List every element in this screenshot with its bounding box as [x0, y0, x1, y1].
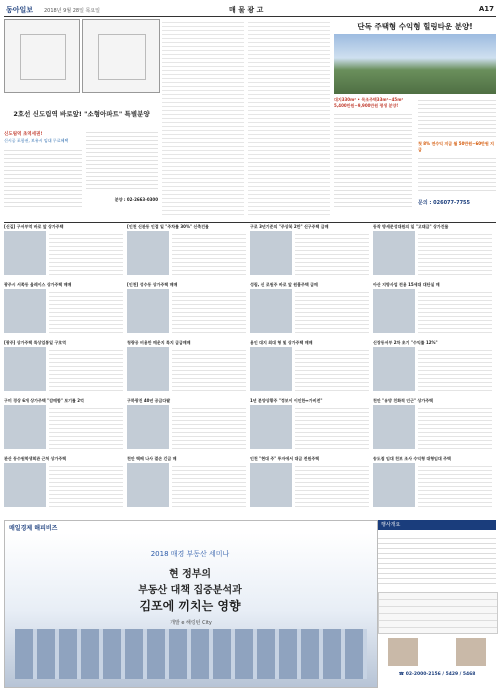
listing-description — [172, 405, 246, 449]
seminar-year: 2018 매경 부동산 세미나 — [150, 550, 230, 558]
ad-apartment-body — [4, 147, 82, 207]
listing-description — [295, 405, 369, 449]
listing-photo — [373, 231, 415, 275]
listing-column-a — [162, 19, 244, 217]
listing-description — [295, 347, 369, 391]
listing-card — [250, 456, 370, 512]
ad-apartment-subtitle-2: 신시공 포함권, 보유시 임대 무료혜택 — [4, 138, 69, 143]
listing-photo — [373, 347, 415, 391]
listing-title: 인천 "현대 주" 투자에서 대급 전원주택 — [250, 456, 320, 461]
listing-title: 신장동서부 2차 초기 "수익률 12%" — [373, 340, 438, 345]
seminar-ad — [4, 520, 378, 688]
event-info-panel — [378, 520, 496, 686]
listing-description — [49, 463, 123, 507]
listing-title: [인천 신관동 인접 일 "주차를 30%" 신축건물 — [127, 224, 209, 229]
seminar-line-2: 부동산 대책 집중분석과 — [138, 585, 242, 596]
page-number: A17 — [478, 5, 494, 13]
ad-healing-body-right — [418, 97, 496, 137]
floor-plan-1 — [4, 19, 80, 93]
listing-photo — [4, 347, 46, 391]
listing-description — [49, 347, 123, 391]
listing-description — [418, 347, 492, 391]
listing-title: [광주] 상가주택 특상업통일 구호역 — [4, 340, 66, 345]
listing-description — [418, 463, 492, 507]
listing-title: 아산 지방사업 전용 15세대 대단실 매 — [373, 282, 440, 287]
listing-card — [4, 456, 124, 512]
listing-description — [418, 289, 492, 333]
listing-photo — [4, 463, 46, 507]
listing-photo — [127, 405, 169, 449]
page-header — [4, 4, 496, 17]
listing-photo — [4, 405, 46, 449]
event-info-body — [378, 534, 496, 588]
seminar-sponsor: 개발 e 해링턴 City — [170, 620, 212, 626]
listing-title: [신길] 구서부역 바로 앞 상가주택 — [4, 224, 64, 229]
listing-card — [250, 224, 370, 280]
listing-description — [49, 405, 123, 449]
listing-photo — [250, 289, 292, 333]
listing-card — [373, 224, 493, 280]
listing-card — [127, 340, 247, 396]
listing-card — [250, 340, 370, 396]
ad-healing-title: 단독 주택형 수익형 힐링타운 분양! — [357, 22, 473, 31]
newspaper-logo: 동아일보 — [6, 6, 34, 14]
listing-photo — [373, 289, 415, 333]
ad-apartment-phone: 분양 : 02-2663-0300 — [114, 197, 158, 202]
listing-description — [172, 463, 246, 507]
listing-title: [인천] 성수동 상가주택 매매 — [127, 282, 178, 287]
listing-photo — [127, 231, 169, 275]
listing-description — [172, 231, 246, 275]
listing-title: 천안 "유망 친화적 인근" 상가주택 — [373, 398, 433, 403]
listing-photo — [250, 463, 292, 507]
listing-title: 송도점 임대 천보 조사 수익형 대형임대 주택 — [373, 456, 451, 461]
listing-description — [172, 289, 246, 333]
listing-title: 구하광진 40년 공급다팔 — [127, 398, 171, 403]
ad-healing-offer: 첫 8% 연수익 지급 월 50만원~60만원 지급 — [418, 141, 494, 152]
listing-title: 동작 방세문성대원의 일 "고태급" 상가건물 — [373, 224, 449, 229]
listing-description — [49, 231, 123, 275]
ad-apartment-subtitle-1: 신도림역 초역세권! — [4, 132, 43, 137]
event-info-title: 행사개요 — [378, 520, 496, 530]
listing-card — [127, 282, 247, 338]
listing-card — [373, 282, 493, 338]
listing-card — [127, 456, 247, 512]
listing-photo — [127, 289, 169, 333]
floor-plan-2 — [82, 19, 160, 93]
listing-description — [418, 405, 492, 449]
listing-title: 청량공 비용만 매운지 특지 급급매매 — [127, 340, 191, 345]
listing-photo — [250, 405, 292, 449]
ad-healing-town — [334, 19, 496, 217]
listing-card — [373, 398, 493, 454]
listing-card — [373, 340, 493, 396]
seminar-buildings — [15, 629, 367, 679]
issue-date: 2018년 9월 28일 목요일 — [44, 8, 101, 14]
ad-healing-price-1: 대지330m² • 목조주택33m²~45m² — [334, 97, 404, 102]
seminar-line-3: 김포에 끼치는 영향 — [139, 599, 241, 613]
seminar-line-1: 현 정부의 — [168, 569, 212, 580]
event-phone: ☎ 02-2000-2156 / 5429 / 5468 — [398, 672, 476, 677]
listing-description — [295, 289, 369, 333]
listing-card — [250, 398, 370, 454]
listing-photo — [250, 231, 292, 275]
listing-card — [127, 398, 247, 454]
listing-photo — [4, 231, 46, 275]
listing-card — [4, 398, 124, 454]
listing-photo — [250, 347, 292, 391]
ad-healing-price-2: 5,400만원~9,900만원 평생 분양! — [334, 103, 399, 108]
listing-description — [295, 463, 369, 507]
listing-title: 구미 경상 6개 상가주택 "감매함" 보기를 2억 — [4, 398, 84, 403]
listing-title: 1년 분양상황주 "정보이 이인한↔가비전" — [250, 398, 323, 403]
listing-title: 관산 동수원학생회관 근처 상가주택 — [4, 456, 67, 461]
listing-description — [172, 347, 246, 391]
listing-card — [127, 224, 247, 280]
listing-photo — [4, 289, 46, 333]
listing-photo — [373, 405, 415, 449]
listing-title: 천안 택배 나사 결손 긴급 매 — [127, 456, 177, 461]
listing-title: 구로 3년기준의 "주상복 2만" 신구주택 급매 — [250, 224, 329, 229]
listing-card — [4, 340, 124, 396]
listing-title: 성림, 신 로원주 바로 앞 원룸주택 급매 — [250, 282, 318, 287]
listing-card — [250, 282, 370, 338]
listing-photo — [127, 347, 169, 391]
listing-card — [4, 282, 124, 338]
listing-column-b — [248, 19, 330, 217]
ad-healing-contact: 문의 : 026077-7755 — [418, 200, 471, 206]
listing-photo — [373, 463, 415, 507]
event-schedule — [378, 592, 498, 634]
listing-card — [4, 224, 124, 280]
speaker-photos — [388, 638, 486, 666]
listing-description — [418, 231, 492, 275]
seminar-brand: 매일경제 해피비즈 — [9, 525, 58, 532]
listing-description — [295, 231, 369, 275]
ad-apartment-body-right — [86, 129, 158, 191]
listing-description — [49, 289, 123, 333]
section-title: 매 물 광 고 — [229, 6, 264, 14]
house-photo — [334, 34, 496, 94]
listing-card — [373, 456, 493, 512]
listing-title: 광주시 서쪽동 올레이스 상가주택 매매 — [4, 282, 72, 287]
ad-healing-body — [334, 111, 412, 209]
listing-title: 용인 대지 최대 형 및 상가주택 매매 — [250, 340, 313, 345]
ad-apartment-title: 2호선 신도림역 바로앞! "소형아파트" 특별분양 — [13, 110, 150, 118]
ad-healing-body-right-2 — [418, 155, 496, 191]
listing-photo — [127, 463, 169, 507]
ad-apartment — [4, 19, 159, 214]
